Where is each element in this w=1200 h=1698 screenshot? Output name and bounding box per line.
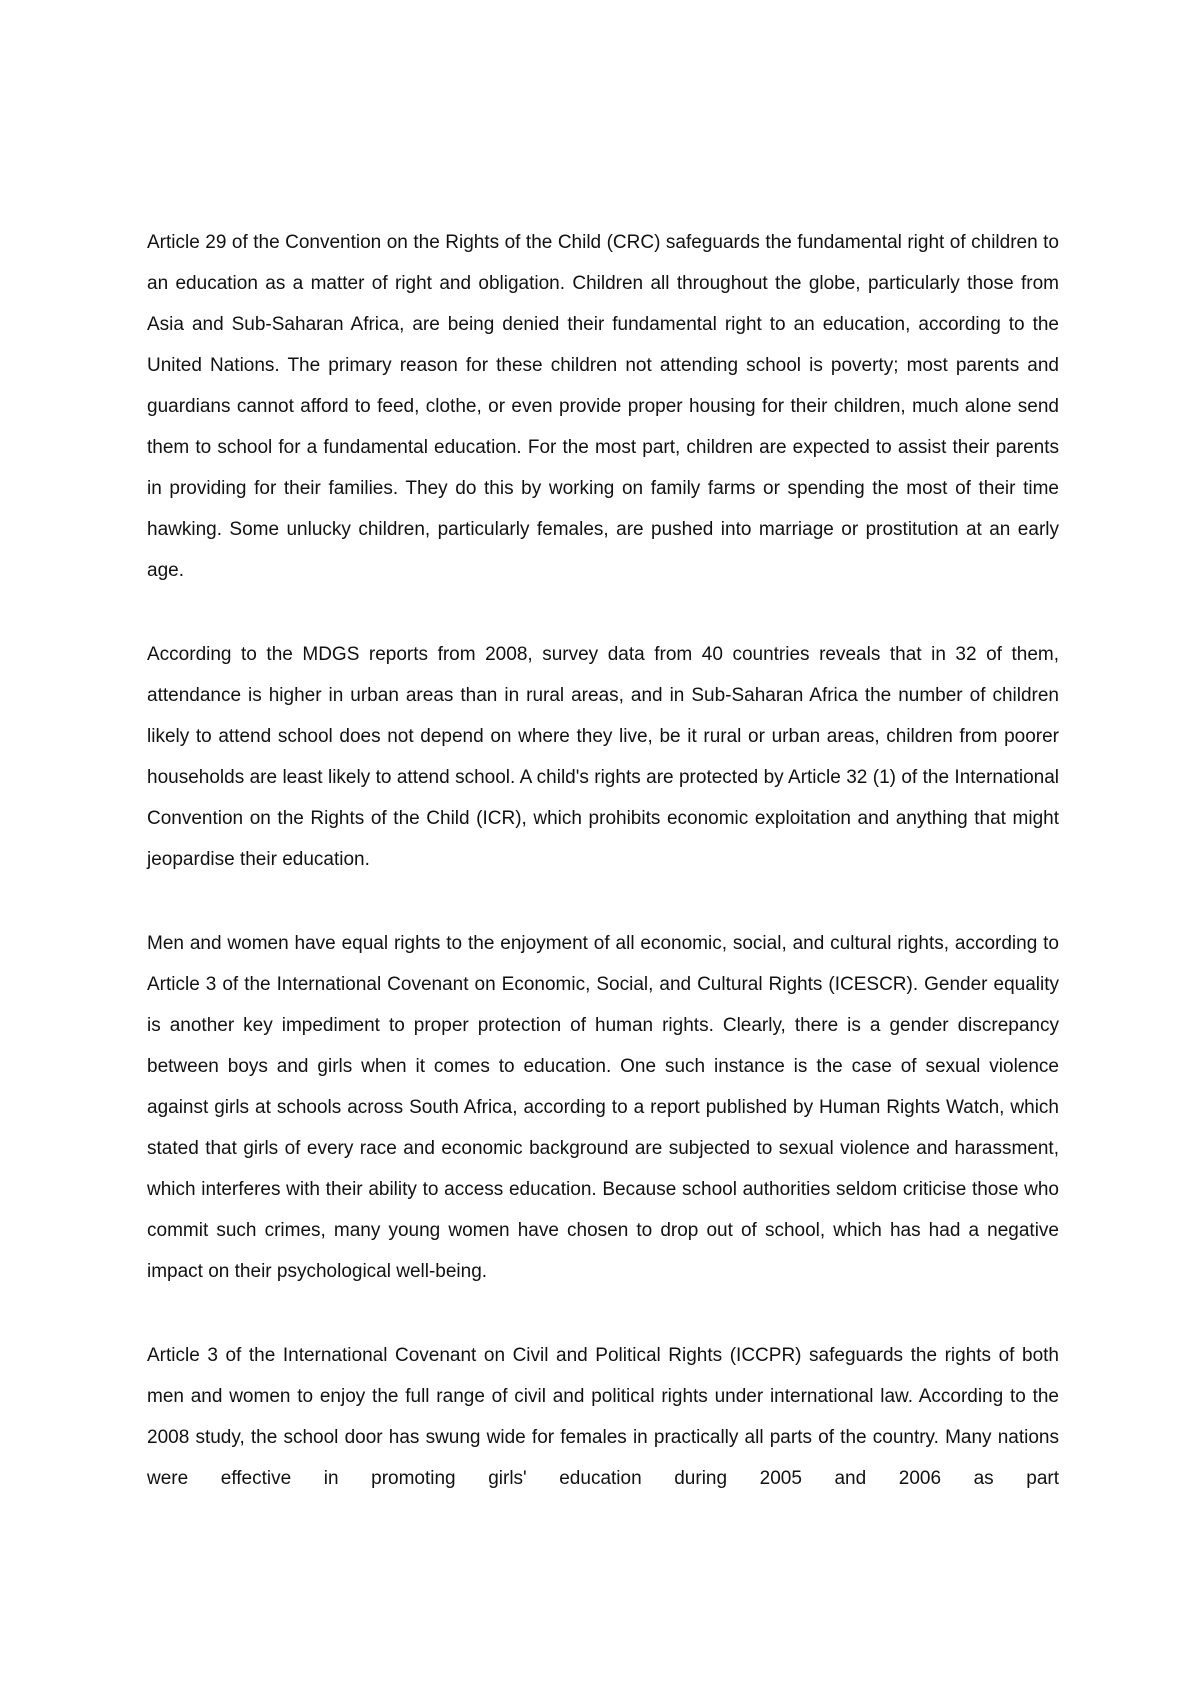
paragraph-mdgs-report: According to the MDGS reports from 2008, survey data from 40 countries reveals that in 32 of them, attendance is higher in urban areas than in rural areas, and in Sub-Saharan Africa the number of children likely to attend school does not depend on where they live, be it rural or urban areas, children from poorer households are least likely to attend school. A child's rights are protected by Article 32 (1) of the International Convention on the Rights of the Child (ICR), which prohibits economic exploitation and anything that might jeopardise their education. bbox=[147, 644, 1059, 870]
paragraph-crc-article-29: Article 29 of the Convention on the Rights of the Child (CRC) safeguards the fundamental right of children to an education as a matter of right and obligation. Children all throughout the globe, particularly those from Asia and Sub-Saharan Africa, are being denied their fundamental right to an education, according to the United Nations. The primary reason for these children not attending school is poverty; most parents and guardians cannot afford to feed, clothe, or even provide proper housing for their children, much alone send them to school for a fundamental education. For the most part, children are expected to assist their parents in providing for their families. They do this by working on family farms or spending the most of their time hawking. Some unlucky children, particularly females, are pushed into marriage or prostitution at an early age. bbox=[147, 232, 1059, 581]
paragraph-iccpr-article-3: Article 3 of the International Covenant on Civil and Political Rights (ICCPR) safeguards the rights of both men and women to enjoy the full range of civil and political rights under international law. According to the 2008 study, the school door has swung wide for females in practically all parts of the country. Many nations were effective in promoting girls' education during 2005 and 2006 as part bbox=[147, 1345, 1059, 1489]
paragraph-icescr-gender: Men and women have equal rights to the enjoyment of all economic, social, and cultural rights, according to Article 3 of the International Covenant on Economic, Social, and Cultural Rights (ICESCR). Gender equality is another key impediment to proper protection of human rights. Clearly, there is a gender discrepancy between boys and girls when it comes to education. One such instance is the case of sexual violence against girls at schools across South Africa, according to a report published by Human Rights Watch, which stated that girls of every race and economic background are subjected to sexual violence and harassment, which interferes with their ability to access education. Because school authorities seldom criticise those who commit such crimes, many young women have chosen to drop out of school, which has had a negative impact on their psychological well-being. bbox=[147, 933, 1059, 1282]
document-body bbox=[147, 222, 1059, 1499]
